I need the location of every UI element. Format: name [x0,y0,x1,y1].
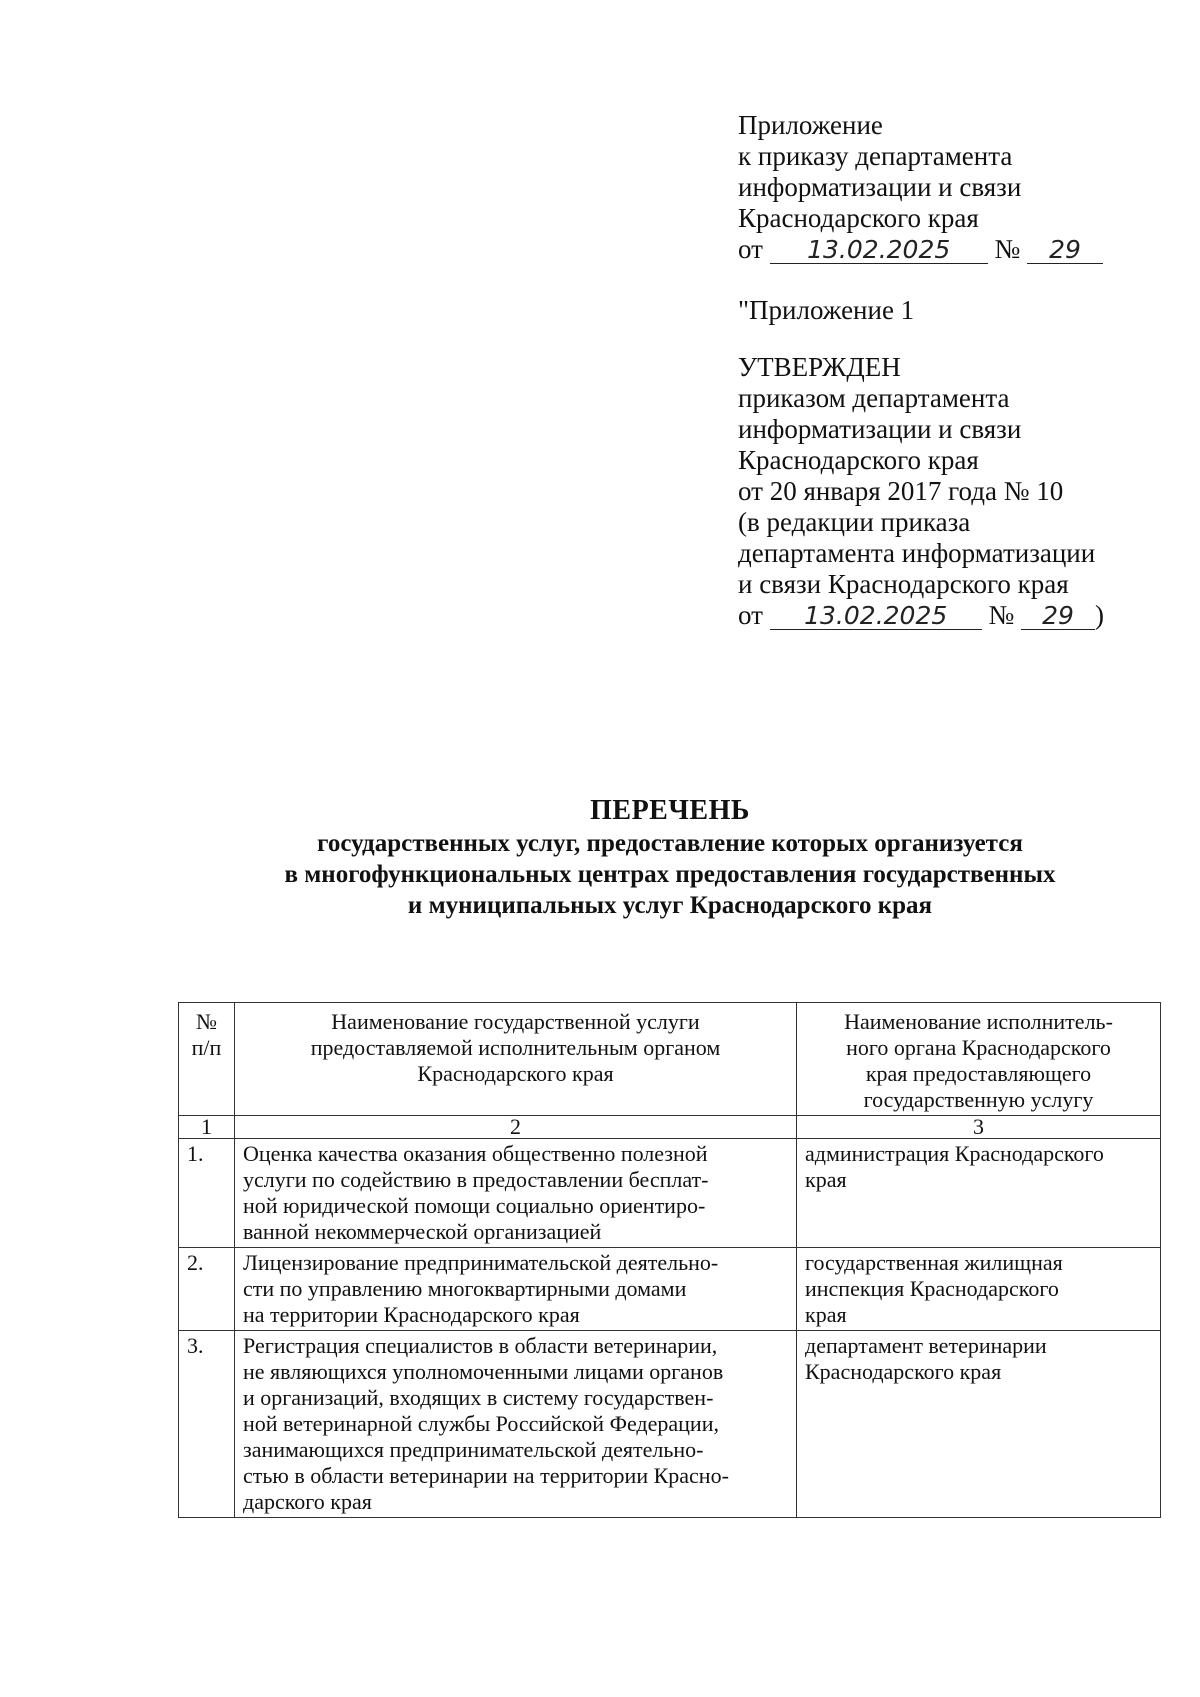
service-name-line: Оценка качества оказания общественно полезной [243,1141,708,1166]
approved-heading: УТВЕРЖДЕН [738,352,901,382]
organ-name-line: инспекция Краснодарского [805,1276,1059,1301]
header-num-line: № [196,1009,217,1034]
column-number: 3 [797,1116,1161,1139]
column-number: 1 [179,1116,235,1139]
organ-name-line: департамент ветеринарии [805,1333,1047,1358]
header-org-line: ного органа Краснодарского [846,1035,1111,1060]
edition-close-paren: ) [1094,600,1104,630]
service-name [235,1139,797,1248]
number-prefix: № [994,234,1021,264]
header-organ-name [797,1003,1161,1116]
organ-name-line: Краснодарского края [805,1359,1002,1384]
approved-line: приказом департамента [738,383,1010,413]
edition-number-prefix: № [988,600,1015,630]
service-name-line: ной ветеринарной службы Российской Федерации, [243,1411,719,1436]
service-name-line: сти по управлению многоквартирными домами [243,1276,687,1301]
service-name-line: и организаций, входящих в систему государствен- [243,1385,714,1410]
approved-line: Краснодарского края [738,445,979,475]
edition-date-prefix: от [738,600,763,630]
service-name-line: занимающихся предпринимательской деятельно- [243,1437,704,1462]
organ-name-line: государственная жилищная [805,1250,1063,1275]
handwritten-number: 29 [1027,237,1103,264]
organ-name [797,1139,1161,1248]
header-line: информатизации и связи [738,172,1022,202]
approved-line: департамента информатизации [738,538,1096,568]
approved-line: и связи Краснодарского края [738,569,1069,599]
table-row [179,1248,1161,1331]
service-name-line: на территории Краснодарского края [243,1302,580,1327]
row-number: 1. [179,1139,235,1248]
approved-line: (в редакции приказа [738,507,971,537]
services-table [178,1002,1161,1518]
date-prefix: от [738,234,763,264]
header-service-name [235,1003,797,1116]
row-number: 3. [179,1331,235,1518]
header-name-line: Краснодарского края [417,1061,614,1086]
title-main: ПЕРЕЧЕНЬ [590,795,750,826]
header-org-line: края предоставляющего [865,1061,1092,1086]
appendix-header [738,110,1178,631]
service-name-line: услуги по содействию в предоставлении бесплат- [243,1167,709,1192]
table-row [179,1331,1161,1518]
column-number: 2 [235,1116,797,1139]
title-subline: государственных услуг, предоставление которых организуется [317,830,1023,857]
table-header-row [179,1003,1161,1116]
organ-name-line: администрация Краснодарского [805,1141,1104,1166]
service-name-line: Лицензирование предпринимательской деятельно- [243,1250,719,1275]
header-num [179,1003,235,1116]
header-line: Краснодарского края [738,203,979,233]
service-name [235,1331,797,1518]
approved-line: информатизации и связи [738,414,1022,444]
service-name [235,1248,797,1331]
column-number-row [179,1116,1161,1139]
header-org-line: государственную услугу [863,1087,1094,1112]
handwritten-edition-date: 13.02.2025 [770,603,982,630]
edition-date-line [738,600,1178,631]
header-num-line: п/п [191,1035,222,1060]
table-row [179,1139,1161,1248]
service-name-line: стью в области ветеринарии на территории Красно- [243,1463,729,1488]
header-line: Приложение [738,110,883,140]
order-date-line [738,234,1178,265]
service-name-line: ной юридической помощи социально ориентиро- [243,1193,706,1218]
organ-name [797,1331,1161,1518]
organ-name-line: края [805,1167,847,1192]
row-number: 2. [179,1248,235,1331]
header-name-line: Наименование государственной услуги [331,1009,700,1034]
service-name-line: ванной некоммерческой организацией [243,1219,602,1244]
approved-line: от 20 января 2017 года № 10 [738,476,1064,506]
organ-name-line: края [805,1302,847,1327]
service-name-line: дарского края [243,1489,372,1514]
organ-name [797,1248,1161,1331]
title-subline: и муниципальных услуг Краснодарского края [407,892,933,919]
service-name-line: Регистрация специалистов в области ветеринарии, [243,1333,718,1358]
header-name-line: предоставляемой исполнительным органом [310,1035,721,1060]
header-line: к приказу департамента [738,141,1013,171]
document-title [180,794,1160,921]
handwritten-edition-number: 29 [1021,603,1095,630]
title-subline: в многофункциональных центрах предоставления государственных [284,861,1056,888]
header-org-line: Наименование исполнитель- [844,1009,1113,1034]
service-name-line: не являющихся уполномоченными лицами органов [243,1359,724,1384]
handwritten-date: 13.02.2025 [770,237,988,264]
appendix-label: "Приложение 1 [738,295,915,325]
